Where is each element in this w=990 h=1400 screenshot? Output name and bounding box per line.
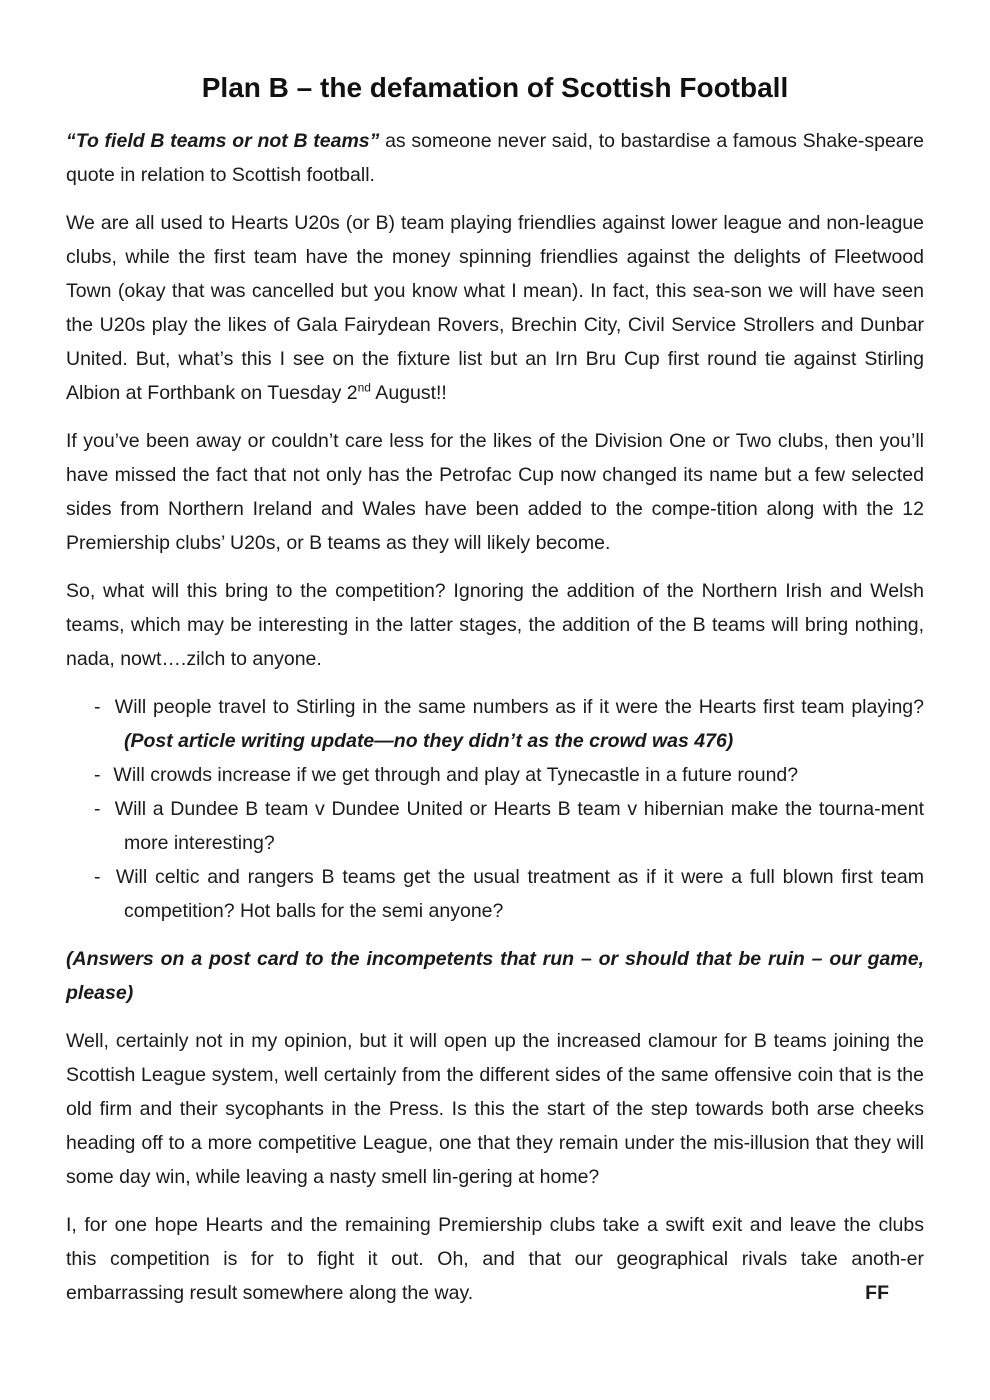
bullet-dash: -	[94, 764, 101, 786]
list-item	[66, 758, 924, 792]
question-update-note: (Post article writing update—no they didn’t as the crowd was 476)	[124, 730, 734, 752]
list-item	[66, 792, 924, 860]
bullet-dash: -	[94, 798, 101, 820]
answers-note: (Answers on a post card to the incompetents that run – or should that be ruin – our game, please)	[66, 948, 924, 1004]
intro-quote: “To field B teams or not B teams”	[66, 130, 380, 152]
fixtures-text: We are all used to Hearts U20s (or B) team playing friendlies against lower league and non-league clubs, while the first team have the money spinning friendlies against the delights of Fleetwood Town (okay that was cancelled but you know what I mean). In fact, this sea-son we will have seen the U20s play the likes of Gala Fairydean Rovers, Brechin City, Civil Service Strollers and Dunbar United. But, what’s this I see on the fixture list but an Irn Bru Cup first round tie against Stirling Albion at Forthbank on Tuesday 2	[66, 212, 924, 404]
fixtures-paragraph	[66, 206, 924, 410]
date-ordinal-suffix: nd	[357, 380, 371, 395]
list-item	[66, 860, 924, 928]
closing-paragraph	[66, 1208, 924, 1310]
closing-text: I, for one hope Hearts and the remaining Premiership clubs take a swift exit and leave the clubs this competition is for to fight it out. Oh, and that our geographical rivals take anoth-er embarrassing result somewhere along the way.	[66, 1214, 924, 1304]
competition-paragraph: If you’ve been away or couldn’t care less for the likes of the Division One or Two clubs, then you’ll have missed the fact that not only has the Petrofac Cup now changed its name but a few selected sides from Northern Ireland and Wales have been added to the compe-tition along with the 12 Premiership clubs’ U20s, or B teams as they will likely become.	[66, 430, 924, 554]
question-text: Will people travel to Stirling in the same numbers as if it were the Hearts first team playing?	[114, 696, 924, 718]
fixtures-text-end: August!!	[370, 382, 447, 404]
opinion-paragraph: Well, certainly not in my opinion, but it will open up the increased clamour for B teams joining the Scottish League system, well certainly from the different sides of the same offensive coin that is the old firm and their sycophants in the Press. Is this the start of the step towards both arse cheeks heading off to a more competitive League, one that they remain under the mis-illusion that they will some day win, while leaving a nasty smell lin-gering at home?	[66, 1030, 924, 1188]
bullet-dash: -	[94, 866, 101, 888]
article-title: Plan B – the defamation of Scottish Football	[201, 72, 789, 103]
question-text: Will a Dundee B team v Dundee United or Hearts B team v hibernian make the tourna-ment more interesting?	[114, 798, 924, 854]
question-text: Will celtic and rangers B teams get the usual treatment as if it were a full blown first team competition? Hot balls for the semi anyone?	[115, 866, 924, 922]
author-signature: FF	[865, 1282, 889, 1304]
list-item	[66, 690, 924, 758]
questions-list	[66, 690, 924, 928]
intro-text: as someone never said, to bastardise a famous Shake-speare quote in relation to Scottish football.	[66, 130, 924, 186]
question-text: Will crowds increase if we get through and play at Tynecastle in a future round?	[113, 764, 799, 786]
question-paragraph: So, what will this bring to the competition? Ignoring the addition of the Northern Irish and Welsh teams, which may be interesting in the latter stages, the addition of the B teams will bring nothing, nada, nowt….zilch to anyone.	[66, 580, 924, 670]
bullet-dash: -	[94, 696, 101, 718]
intro-paragraph	[66, 124, 924, 192]
